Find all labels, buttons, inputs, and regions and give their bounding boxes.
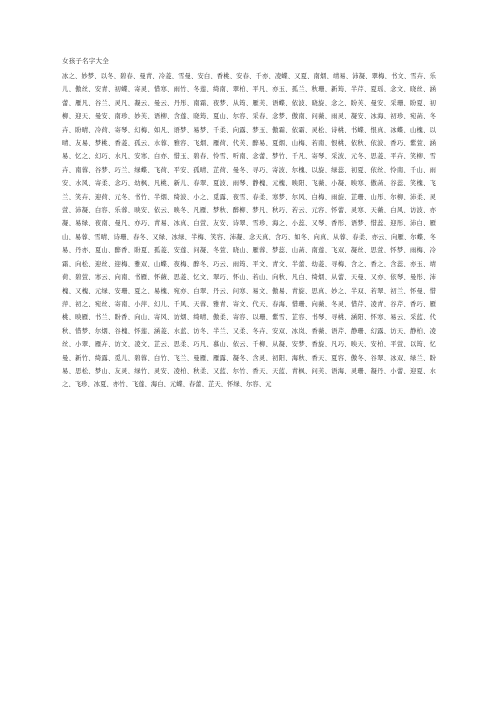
document-title: 女孩子名字大全 <box>62 57 109 65</box>
document-body: 冰之、妙梦、以冬、碧春、曼青、冷菱、雪曼、安白、香桃、安春、千亦、凌蝶、又夏、南烟、靖易、沛凝、翠梅、书文、雪卉、乐儿、傲丝、安青、初蝶、寄灵、惜寒、雨竹、冬莲、绮南、翠柏、平凡、亦玉、孤兰、秋珊、新筠、半芹、夏瑶、念文、晓丝、涵蕾、雁凡、谷兰、灵凡、凝云、曼云、丹彤、南霜、夜梦、从筠、雁芙、语蝶、依波、晓旋、念之、盼芙、曼安、采珊、盼夏、初柳、迎天、曼安、南珍、妙芙、语柳、含莲、晓筠、夏山、尔容、采春、念梦、傲南、问薇、雨灵、凝安、冰海、初珍、宛菡、冬卉、盼晴、冷荷、寄琴、幻梅、如凡、语梦、易梦、千柔、向露、梦玉、傲霜、依霜、灵松、诗桃、书蝶、恨真、冰蝶、山槐、以晴、友易、梦桃、香菱、孤云、水蓉、雅容、飞烟、雁荷、代芙、醉易、夏烟、山梅、若南、恨桃、依秋、依波、香巧、紫萱、涵易、忆之、幻巧、水凡、安寒、白亦、惜玉、碧春、怜雪、听南、念蕾、梦竹、千凡、寄琴、采波、元冬、思菱、平卉、笑柳、雪卉、南蓉、谷梦、巧兰、绿蝶、飞荷、平安、孤晴、芷荷、曼冬、寻巧、寄波、尔槐、以旋、绿蕊、初夏、依丝、怜南、千山、雨安、水风、寄柔、念巧、幼枫、凡桃、新儿、春翠、夏波、雨琴、静槐、元槐、映阳、飞薇、小凝、映寒、傲菡、谷蕊、笑槐、飞兰、笑卉、迎荷、元冬、书竹、半烟、绮波、小之、觅露、夜雪、春柔、寒梦、尔风、白梅、雨旋、芷珊、山彤、尔柳、沛柔、灵萱、沛凝、白容、乐蓉、映安、依云、映冬、凡雁、梦秋、醉柳、梦凡、秋巧、若云、元容、怀蕾、灵寒、天薇、白风、访波、亦凝、易绿、夜南、曼凡、亦巧、青易、冰真、白萱、友安、诗翠、雪珍、海之、小蕊、又琴、香彤、语梦、惜蕊、迎彤、沛白、雁山、易蓉、雪晴、诗珊、春冬、又绿、冰绿、半梅、笑容、沛凝、念天真、含巧、如冬、向真、从蓉、春柔、亦云、向雁、尔蝶、冬易、丹亦、夏山、醉香、盼夏、孤菱、安莲、问凝、冬萱、晓山、雁蓉、梦蕊、山菡、南莲、飞双、凝丝、思萱、怀梦、雨梅、冷霜、向松、迎丝、迎梅、雅双、山蝶、夜梅、醉冬、巧云、雨筠、平文、青文、半蕾、幼菱、寻梅、含之、香之、含蕊、亦玉、靖荷、碧萱、寒云、向南、书雁、怀薇、思菱、忆文、翠巧、怀山、若山、向秋、凡白、绮烟、从蕾、天曼、又亦、依琴、曼彤、沛槐、又槐、元绿、安珊、夏之、易槐、宛亦、白翠、丹云、问寒、易文、傲易、青旋、思真、妙之、半双、若翠、初兰、怀曼、惜萍、初之、宛丝、寄南、小萍、幻儿、千风、天蓉、雅青、寄文、代天、春海、惜珊、向薇、冬灵、惜芹、凌青、谷芹、香巧、雁桃、映雁、书兰、盼香、向山、寄风、访烟、绮晴、傲柔、寄容、以珊、紫雪、芷容、书琴、寻桃、涵阳、怀寒、易云、采蓝、代秋、惜梦、尔烟、谷槐、怀莲、涵菱、水蓝、访冬、半兰、又柔、冬卉、安双、冰岚、香薇、语芹、静珊、幻露、访天、静柏、凌丝、小翠、雁卉、访文、凌文、芷云、思柔、巧凡、慕山、依云、千柳、从凝、安梦、香旋、凡巧、映天、安柏、平萱、以筠、忆曼、新竹、绮露、觅儿、碧蓉、白竹、飞兰、曼雁、雁露、凝冬、含灵、初阳、海秋、香天、夏容、傲冬、谷翠、冰双、绿兰、盼易、思松、梦山、友灵、绿竹、灵安、凌柏、秋柔、又蓝、尔竹、香天、天蓝、青枫、问芙、语海、灵珊、凝丹、小蕾、迎夏、水之、飞珍、冰夏、亦竹、飞莲、海白、元蝶、春蕾、芷天、怀绿、尔容、元 <box>62 73 436 389</box>
document-page <box>62 56 436 392</box>
